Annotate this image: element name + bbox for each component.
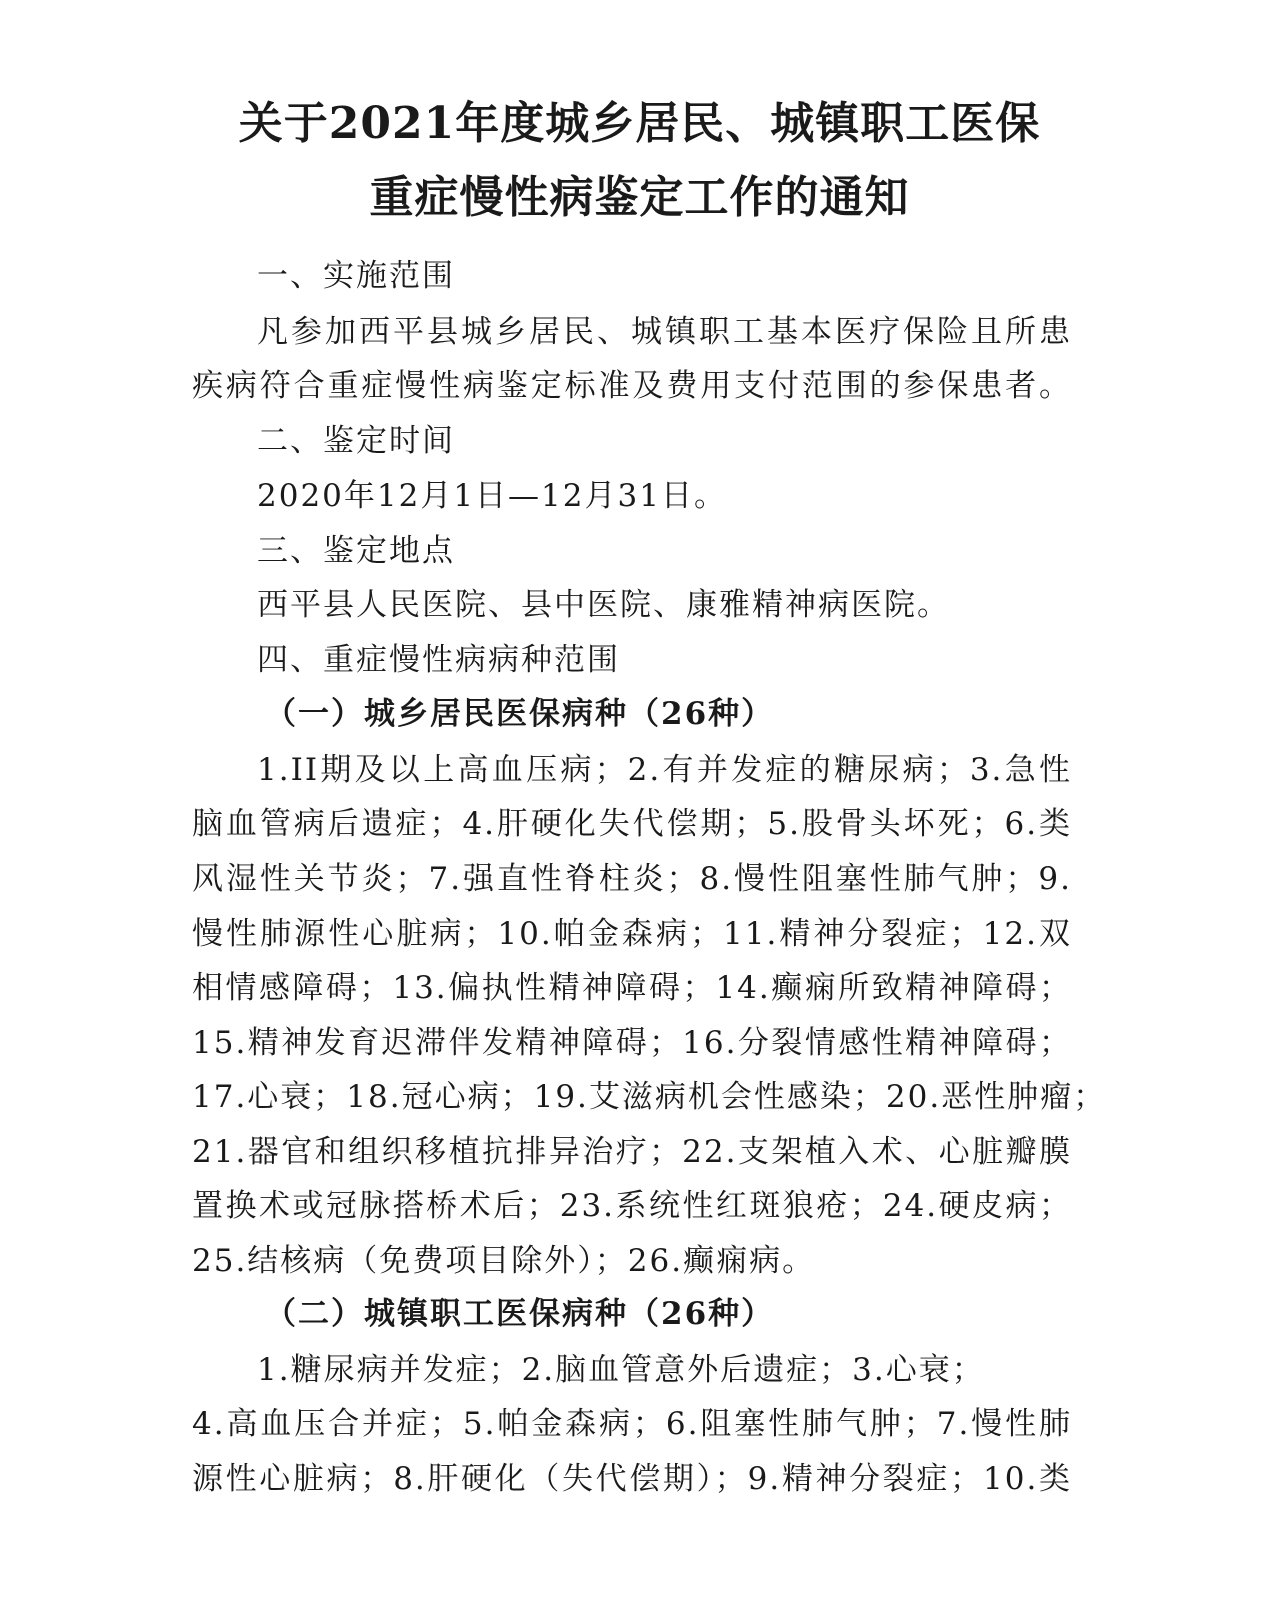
section-heading-time: 二、鉴定时间 <box>257 423 455 459</box>
paragraph-line: 2020年12月1日—12月31日。 <box>257 478 727 514</box>
subsection-heading-employee: （二）城镇职工医保病种（26种） <box>265 1296 775 1332</box>
paragraph-line: 21.器官和组织移植抗排异治疗；22.支架植入术、心脏瓣膜 <box>192 1134 1072 1170</box>
document-title-line-2: 重症慢性病鉴定工作的通知 <box>369 172 910 223</box>
document-title-line-1: 关于2021年度城乡居民、城镇职工医保 <box>238 98 1041 149</box>
section-heading-diseases: 四、重症慢性病病种范围 <box>257 642 620 678</box>
paragraph-line: 疾病符合重症慢性病鉴定标准及费用支付范围的参保患者。 <box>192 368 1072 404</box>
paragraph-line: 风湿性关节炎；7.强直性脊柱炎；8.慢性阻塞性肺气肿；9. <box>192 861 1072 897</box>
section-heading-scope: 一、实施范围 <box>257 258 455 294</box>
paragraph-line: 凡参加西平县城乡居民、城镇职工基本医疗保险且所患 <box>257 314 1072 350</box>
paragraph-line: 25.结核病（免费项目除外）；26.癫痫病。 <box>192 1243 816 1279</box>
subsection-heading-resident: （一）城乡居民医保病种（26种） <box>265 696 775 732</box>
section-heading-place: 三、鉴定地点 <box>257 533 455 569</box>
paragraph-line: 17.心衰；18.冠心病；19.艾滋病机会性感染；20.恶性肿瘤； <box>192 1079 1107 1115</box>
paragraph-line: 脑血管病后遗症；4.肝硬化失代偿期；5.股骨头坏死；6.类 <box>192 806 1072 842</box>
paragraph-line: 1.糖尿病并发症；2.脑血管意外后遗症；3.心衰； <box>257 1352 985 1388</box>
paragraph-line: 源性心脏病；8.肝硬化（失代偿期）；9.精神分裂症；10.类 <box>192 1461 1072 1497</box>
paragraph-line: 相情感障碍；13.偏执性精神障碍；14.癫痫所致精神障碍； <box>192 970 1072 1006</box>
paragraph-line: 4.高血压合并症；5.帕金森病；6.阻塞性肺气肿；7.慢性肺 <box>192 1406 1072 1442</box>
paragraph-line: 15.精神发育迟滞伴发精神障碍；16.分裂情感性精神障碍； <box>192 1025 1072 1061</box>
paragraph-line: 1.II期及以上高血压病；2.有并发症的糖尿病；3.急性 <box>257 752 1072 788</box>
paragraph-line: 慢性肺源性心脏病；10.帕金森病；11.精神分裂症；12.双 <box>192 916 1072 952</box>
paragraph-line: 西平县人民医院、县中医院、康雅精神病医院。 <box>257 587 950 623</box>
paragraph-line: 置换术或冠脉搭桥术后；23.系统性红斑狼疮；24.硬皮病； <box>192 1188 1072 1224</box>
